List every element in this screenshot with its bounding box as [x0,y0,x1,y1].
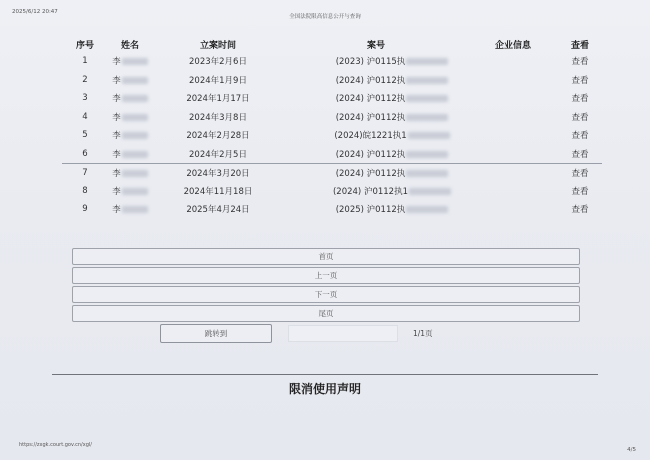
row-company [468,89,558,108]
table-row [62,145,602,164]
row-index: 9 [82,204,88,215]
view-link[interactable]: 查看 [571,75,589,86]
redacted-mask [122,151,148,158]
redacted-mask [122,114,148,121]
row-index: 6 [82,148,88,159]
row-name [108,145,152,164]
column-header-view: 查看 [570,40,589,51]
case-no-text: (2023) 沪0115执 [335,57,406,68]
row-company [468,52,558,71]
row-name [108,108,152,127]
redacted-mask [122,58,148,65]
prev-page-button[interactable]: 上一页 [72,267,580,284]
row-name [108,182,152,201]
table-row [62,71,602,90]
row-name [108,52,152,71]
case-no-text: (2024) 沪0112执 [335,168,406,179]
row-name [108,71,152,90]
row-index: 8 [82,185,88,196]
column-header-company: 企业信息 [494,40,531,51]
case-no-text: (2024)皖1221执1 [334,131,407,142]
row-company [468,108,558,127]
row-case-no [284,89,468,108]
case-no-text: (2024) 沪0112执 [335,112,406,123]
page-info: 1/1页 [413,329,433,338]
view-link[interactable]: 查看 [571,57,589,68]
row-filed-date: 2025年4月24日 [186,205,250,216]
row-name [108,126,152,145]
table-header-row [62,36,602,52]
row-index: 1 [82,56,88,67]
print-datetime: 2025/6/12 20:47 [12,9,58,15]
view-link[interactable]: 查看 [571,131,589,142]
name-text: 李 [112,57,121,68]
next-page-button[interactable]: 下一页 [72,286,580,303]
row-index: 7 [62,163,108,182]
redacted-mask [406,95,448,102]
row-name [108,200,152,219]
case-no-text: (2024) 沪0112执 [335,149,406,160]
redacted-mask [122,132,148,139]
pagination [72,248,580,324]
page-title: 全国法院限高信息公开与查询 [289,14,361,20]
row-name [108,163,152,182]
table-row [62,52,602,71]
row-filed-date: 2024年3月20日 [152,163,284,182]
redacted-mask [409,188,451,195]
table-row [62,200,602,219]
footer-url: https://zxgk.court.gov.cn/xgl/ [19,442,92,448]
view-link[interactable]: 查看 [571,94,589,105]
redacted-mask [122,77,148,84]
redacted-mask [122,95,148,102]
table-row [62,163,602,182]
first-page-button[interactable]: 首页 [72,248,580,265]
row-filed-date: 2024年1月9日 [189,75,247,86]
jump-page-input[interactable] [288,325,398,342]
row-case-no [284,71,468,90]
table-row [62,108,602,127]
table-row [62,126,602,145]
last-page-button[interactable]: 尾页 [72,305,580,322]
column-header-filed-date: 立案时间 [199,40,236,51]
row-company [468,200,558,219]
row-case-no [284,182,468,201]
row-case-no [284,108,468,127]
row-filed-date: 2024年11月18日 [183,186,253,197]
table-row [62,182,602,201]
row-company [468,126,558,145]
name-text: 李 [112,94,121,105]
page-jump [160,324,540,344]
table-row [62,89,602,108]
redacted-mask [122,206,148,213]
name-text: 李 [112,168,121,179]
view-link[interactable]: 查看 [558,163,602,182]
redacted-mask [408,132,450,139]
view-link[interactable]: 查看 [571,149,589,160]
row-filed-date: 2023年2月6日 [189,57,247,68]
name-text: 李 [112,112,121,123]
name-text: 李 [112,131,121,142]
redacted-mask [122,170,148,177]
view-link[interactable]: 查看 [571,112,589,123]
print-page-number: 4/5 [627,447,636,453]
redacted-mask [406,114,448,121]
row-company [468,182,558,201]
column-header-case-no: 案号 [366,40,385,51]
redacted-mask [406,77,448,84]
row-index: 3 [82,93,88,104]
view-link[interactable]: 查看 [571,186,589,197]
case-no-text: (2024) 沪0112执1 [332,186,408,197]
redacted-mask [122,188,148,195]
jump-to-button[interactable]: 跳转到 [160,324,272,343]
row-case-no [284,52,468,71]
row-company [468,71,558,90]
name-text: 李 [112,75,121,86]
row-index: 4 [82,111,88,122]
row-filed-date: 2024年1月17日 [186,94,250,105]
results-table [62,36,602,219]
row-company [468,163,558,182]
name-text: 李 [112,149,121,160]
redacted-mask [406,206,448,213]
row-name [108,89,152,108]
row-index: 5 [82,130,88,141]
redacted-mask [406,58,448,65]
row-company [468,145,558,164]
row-filed-date: 2024年2月5日 [189,149,247,160]
name-text: 李 [112,205,121,216]
redacted-mask [406,151,448,158]
row-index: 2 [82,74,88,85]
row-case-no [284,200,468,219]
row-filed-date: 2024年3月8日 [189,112,247,123]
case-no-text: (2025) 沪0112执 [335,205,406,216]
row-filed-date: 2024年2月28日 [186,131,250,142]
name-text: 李 [112,186,121,197]
row-case-no [284,126,468,145]
disclaimer-heading: 限消使用声明 [288,382,361,396]
case-no-text: (2024) 沪0112执 [335,75,406,86]
column-header-name: 姓名 [120,40,139,51]
column-header-index: 序号 [75,40,94,51]
section-divider [52,374,598,375]
view-link[interactable]: 查看 [571,205,589,216]
row-case-no [284,163,468,182]
row-case-no [284,145,468,164]
case-no-text: (2024) 沪0112执 [335,94,406,105]
redacted-mask [406,170,448,177]
